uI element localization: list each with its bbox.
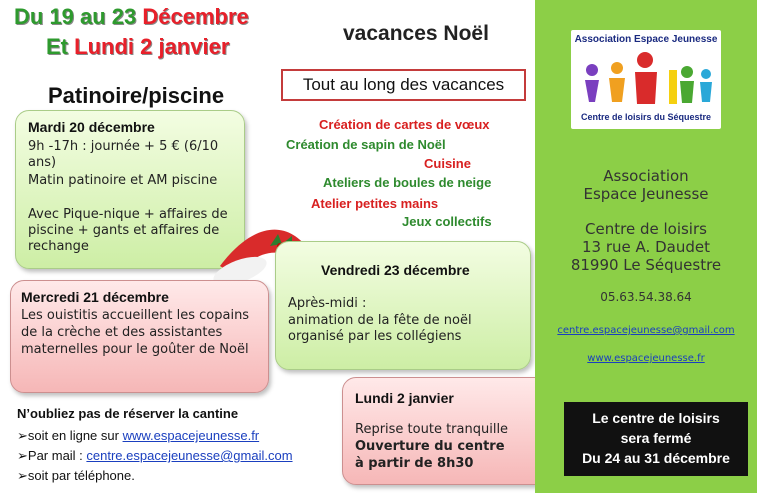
mercredi-card <box>10 280 269 393</box>
web-link <box>535 353 757 364</box>
title-and: Et <box>46 34 75 59</box>
kids-figures-icon <box>577 50 715 106</box>
title-december: Décembre <box>142 4 249 29</box>
address-line: 13 rue A. Daudet <box>582 238 710 256</box>
association-name: Association <box>603 167 689 185</box>
lundi-card <box>342 377 556 485</box>
vendredi-day: Vendredi 23 décembre <box>321 262 470 278</box>
cantine-online <box>17 428 259 444</box>
activity-item: Cuisine <box>424 156 471 171</box>
association-name: Espace Jeunesse <box>583 185 709 203</box>
closure-line: Le centre de loisirs <box>592 410 720 426</box>
vendredi-line: animation de la fête de noël organisé par les collégiens <box>288 313 472 344</box>
cantine-mail-label: ➢Par mail : <box>17 448 87 463</box>
vacances-heading: vacances Noël <box>343 22 489 45</box>
mardi-day: Mardi 20 décembre <box>28 119 155 135</box>
association-logo <box>571 30 721 129</box>
activity-item: Création de sapin de Noël <box>286 137 446 152</box>
vendredi-card <box>275 241 531 370</box>
cantine-title: N’oubliez pas de réserver la cantine <box>17 406 239 421</box>
mercredi-line: Les ouistitis accueillent les copains de la crèche et des assistantes maternelles pour le goûter de Noël <box>21 308 250 357</box>
title-dates-text: Du 19 au 23 <box>14 4 143 29</box>
phone-number: 05.63.54.38.64 <box>600 290 692 304</box>
lundi-line: à partir de 8h30 <box>355 456 474 471</box>
vendredi-line: Après-midi : <box>288 296 367 311</box>
email-link-text[interactable]: centre.espacejeunesse@gmail.com <box>557 325 735 336</box>
mardi-line: Avec Pique-nique + affaires de piscine + gants et affaires de rechange <box>28 207 228 254</box>
closure-line: Du 24 au 31 décembre <box>582 450 730 466</box>
title-dates <box>14 4 249 30</box>
cantine-mail <box>17 448 293 464</box>
closure-notice <box>564 402 748 476</box>
tout-au-long-box: Tout au long des vacances <box>281 69 526 101</box>
patinoire-heading: Patinoire/piscine <box>48 83 225 108</box>
title-monday: Lundi 2 janvier <box>74 34 230 59</box>
mardi-line: 9h -17h : journée + 5 € (6/10 ans) <box>28 139 219 170</box>
address-line: Centre de loisirs <box>585 220 707 238</box>
title-extra-day <box>46 34 229 60</box>
cantine-website-link[interactable]: www.espacejeunesse.fr <box>122 428 260 443</box>
lundi-line: Reprise toute tranquille <box>355 422 509 437</box>
activity-item: Atelier petites mains <box>311 196 439 211</box>
activity-item: Création de cartes de vœux <box>319 117 490 132</box>
lundi-line: Ouverture du centre <box>355 439 505 454</box>
mardi-line: Matin patinoire et AM piscine <box>28 173 218 188</box>
mercredi-day: Mercredi 21 décembre <box>21 289 169 305</box>
cantine-phone: ➢soit par téléphone. <box>17 468 135 483</box>
closure-line: sera fermé <box>620 430 692 446</box>
lundi-day: Lundi 2 janvier <box>355 390 454 406</box>
cantine-online-label: ➢soit en ligne sur <box>17 428 123 443</box>
activity-item: Jeux collectifs <box>402 214 492 229</box>
activity-item: Ateliers de boules de neige <box>323 175 492 190</box>
cantine-email-link[interactable]: centre.espacejeunesse@gmail.com <box>86 448 293 463</box>
address-line: 81990 Le Séquestre <box>570 256 722 274</box>
web-link-text[interactable]: www.espacejeunesse.fr <box>587 353 705 364</box>
email-link <box>535 325 757 336</box>
logo-top-text: Association Espace Jeunesse <box>574 34 718 45</box>
logo-bottom-text: Centre de loisirs du Séquestre <box>580 112 712 122</box>
